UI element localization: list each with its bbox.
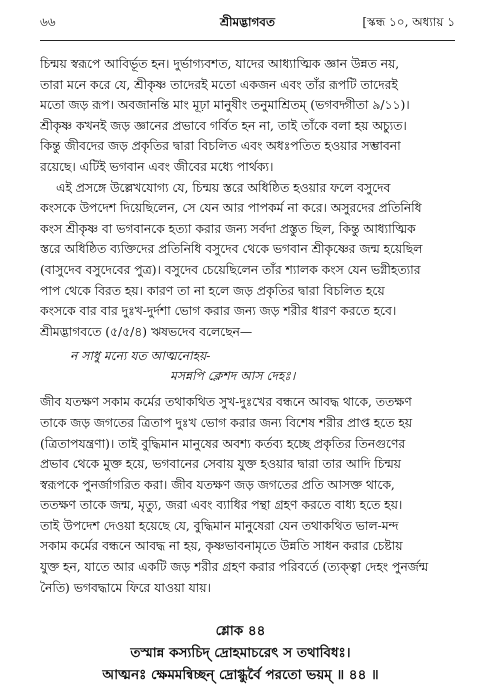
verse-title: শ্লোক ৪৪ [215,623,266,639]
text-line: তাই উপদেশ দেওয়া হয়েছে যে, বুদ্ধিমান মানুষেরা যেন তথাকথিত ভাল-মন্দ [40,518,399,533]
text-line: কংস শ্রীকৃষ্ণ বা ভগবানকে হত্যা করার জন্য সর্বদা প্রস্তুত ছিল, কিন্তু আধ্যাত্মিক [40,221,416,236]
verse-line-2: আত্মনঃ ক্ষেমমন্বিচ্ছন্ দ্রোগ্ধুর্বৈ পরতো ভয়ম্ ॥ ৪৪ ॥ [102,667,379,683]
page-number: ৬৬ [40,15,56,29]
paragraph-1 [40,54,455,178]
text-line: রয়েছে। এটিই ভগবান এবং জীবের মধ্যে পার্থক্য। [40,159,274,174]
paragraph-3 [40,392,455,598]
text-line: ততক্ষণ তাকে জন্ম, মৃত্যু, জরা এবং ব্যাধির পন্থা গ্রহণ করতে বাধ্য হতে হয়। [40,498,403,513]
text-line: (বাসুদেব বসুদেবের পুত্র)। বসুদেব চেয়েছিলেন তাঁর শ্যালক কংস যেন ভগ্নীহত্যার [40,262,421,277]
quoted-verse [40,346,455,386]
verse-line-1: তস্মান্ন কস্যচিদ্ দ্রোহমাচরেৎ স তথাবিধঃ। [130,645,351,661]
text-line: সকাম কর্মের বন্ধনে আবদ্ধ না হয়, কৃষ্ণভাবনামৃতে উন্নতি সাধন করার চেষ্টায় [40,539,403,554]
text-line: চিন্ময় স্বরূপে আবির্ভূত হন। দুর্ভাগ্যবশত, যাদের আধ্যাত্মিক জ্ঞান উন্নত নয়, [40,57,400,71]
text-line: জীব যতক্ষণ সকাম কর্মের তথাকথিত সুখ-দুঃখের বন্ধনে আবদ্ধ থাকে, ততক্ষণ [40,395,412,410]
text-line: মতো জড় রূপ। অবজানন্তি মাং মূঢ়া মানুষীং তনুমাশ্রিতম্ (ভগবদ্গীতা ৯/১১)। [40,98,410,113]
canto-chapter-reference: [স্কন্ধ ১০, অধ্যায় ১ [362,15,455,29]
text-line: কিন্তু জীবদের জড় প্রকৃতির দ্বারা বিচলিত এবং অধঃপতিত হওয়ার সম্ভাবনা [40,139,401,154]
text-line: স্তরে অধিষ্ঠিত ব্যক্তিদের প্রতিনিধি বসুদেব থেকে ভগবান শ্রীকৃষ্ণের জন্ম হয়েছিল [40,242,423,257]
header-divider [40,40,455,41]
text-line: শ্রীকৃষ্ণ কখনই জড় জ্ঞানের প্রভাবে গর্বিত হন না, তাই তাঁকে বলা হয় অচ্যুত। [40,118,407,133]
text-line: যুক্ত হন, যাতে আর একটি জড় শরীর গ্রহণ করার পরিবর্তে (ত্যক্ত্বা দেহং পুনর্জন্ম [40,560,428,575]
text-line: তারা মনে করে যে, শ্রীকৃষ্ণ তাদেরই মতো একজন এবং তাঁর রূপটি তাদেরই [40,77,398,92]
text-line: শ্রীমদ্ভাগবতে (৫/৫/৪) ঋষভদেব বলেছেন— [40,324,253,339]
text-line: পাপ থেকে বিরত হয়। কারণ তা না হলে জড় প্রকৃতির দ্বারা বিচলিত হয়ে [40,283,385,298]
page-header [40,14,455,36]
quote-line-1: ন সাধু মন্যে যত আত্মনোহয়- [70,349,211,364]
paragraph-2 [40,178,455,343]
text-line: তাকে জড় জগতের ত্রিতাপ দুঃখ ভোগ করার জন্য বিশেষ শরীর প্রাপ্ত হতে হয় [40,415,413,430]
quote-line-2: মসন্নপি ক্লেশদ আস দেহঃ। [170,369,296,384]
text-line: নৈতি) ভগবদ্ধামে ফিরে যাওয়া যায়। [40,580,211,595]
text-line: কংসকে উপদেশ দিয়েছিলেন, সে যেন আর পাপকর্ম না করে। অসুরদের প্রতিনিধি [40,201,422,216]
text-line: (ত্রিতাপযন্ত্রণা)। তাই বুদ্ধিমান মানুষের অবশ্য কর্তব্য হচ্ছে প্রকৃতির তিনগুণের [40,436,406,451]
text-line: কংসকে বার বার দুঃখ-দুর্দশা ভোগ করার জন্য জড় শরীর ধারণ করতে হবে। [40,304,397,319]
text-line: এই প্রসঙ্গে উল্লেখযোগ্য যে, চিন্ময় স্তরে অধিষ্ঠিত হওয়ার ফলে বসুদেব [56,180,391,195]
purport-text [40,54,455,598]
text-line: প্রভাব থেকে মুক্ত হয়ে, ভগবানের সেবায় যুক্ত হওয়ার দ্বারা তার আদি চিন্ময় [40,457,401,472]
book-title: শ্রীমদ্ভাগবত [219,15,275,29]
text-line: স্বরূপকে পুনর্জাগরিত করা। জীব যতক্ষণ জড় জগতের প্রতি আসক্ত থাকে, [40,477,395,492]
